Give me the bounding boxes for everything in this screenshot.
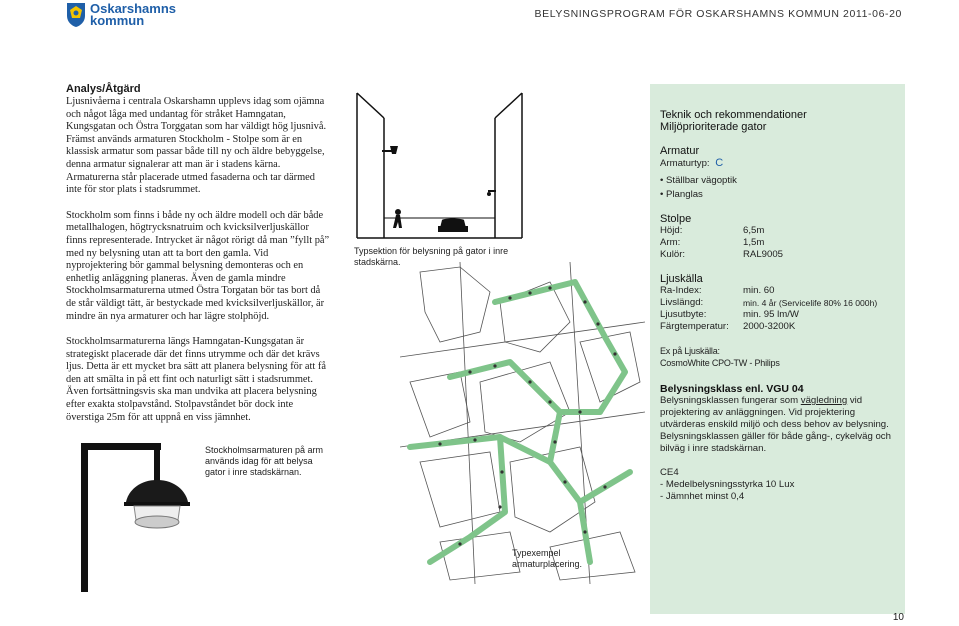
analysis-paragraph-3: Stockholmsarmaturerna längs Hamngatan-Kungsgatan är strategiskt placerade där det finns utrymme och där det krävs ljus. Detta är ett mycket bra sätt att planera belysning för att få den att smälta in på ett fint och naturligt sätt i stadsrummet. Även fortsättningsvis ska man undvika att placera belysning efter exakta stolpavstånd. Stolpavståndet bör dock inte överstiga 25m för att uppnå en viss jämnhet. bbox=[66, 336, 326, 423]
bullet-item: • Ställbar vägoptik bbox=[660, 175, 737, 186]
document-title: BELYSNINGSPROGRAM FÖR OSKARSHAMNS KOMMUN 2011-06-20 bbox=[534, 8, 902, 20]
spec-row: Färgtemperatur: 2000-3200K bbox=[660, 321, 796, 332]
stolpe-specs bbox=[660, 225, 900, 261]
ce-item: - Medelbelysningsstyrka 10 Lux bbox=[660, 479, 795, 490]
panel-title-2: Miljöprioriterade gator bbox=[660, 121, 767, 133]
panel-title-1: Teknik och rekommendationer bbox=[660, 109, 807, 121]
armatur-bullets bbox=[660, 175, 900, 201]
class-description: Belysningsklassen fungerar som vägledning vid projektering av anläggningen. Vid projektering utvärderas enskild miljö och dess behov av belysning. Belysningsklassen gäller för både gång-, cykelväg och bilväg i inre stadskärnan. bbox=[660, 395, 891, 454]
spec-row: Livslängd: min. 4 år (Servicelife 80% 16 000h) bbox=[660, 297, 878, 308]
example-light-source bbox=[660, 345, 900, 369]
example-value: CosmoWhite CPO-TW - Philips bbox=[660, 358, 780, 368]
stockholm-luminaire-image bbox=[78, 440, 198, 592]
analysis-paragraph-2: Stockholm som finns i både ny och äldre modell och där både metallhalogen, högtrycksnatruim och kvicksilverljuskällor finns representerade. Intrycket är något rörigt då man ”fyllt på” med ny belysning utan att ta bort den gamla. Vid nyprojektering bör gammal belysning demonteras och en enhetlig anläggning planeras. Även de gamla mindre Stockholmsarmaturerna utmed Östra Torgatan bör tas bort då de står väldigt tätt, är bestyckade med kvicksilverljuskällor, är mindre än nya armaturer och har lägre stolphöjd. bbox=[66, 209, 330, 322]
street-section-drawing bbox=[352, 88, 532, 243]
spec-row: Höjd: 6,5m bbox=[660, 225, 765, 236]
recommendations-panel bbox=[650, 84, 905, 614]
armatur-heading: Armatur bbox=[660, 145, 700, 157]
class-heading: Belysningsklass enl. VGU 04 bbox=[660, 383, 804, 395]
analysis-heading: Analys/Åtgärd bbox=[66, 83, 141, 95]
guidance-underlined: vägledning bbox=[800, 395, 848, 406]
example-label: Ex på Ljuskälla: bbox=[660, 346, 720, 356]
ce-item: - Jämnhet minst 0,4 bbox=[660, 491, 745, 502]
ce-class bbox=[660, 467, 900, 503]
logo-text: Oskarshamns kommun bbox=[90, 1, 176, 28]
armaturtyp-label: Armaturtyp: bbox=[660, 158, 710, 169]
ljuskalla-heading: Ljuskälla bbox=[660, 273, 703, 285]
lamp-caption: Stockholmsarmaturen på arm används idag för att belysa gator i inre stadskärnan. bbox=[205, 445, 324, 477]
spec-row: Kulör: RAL9005 bbox=[660, 249, 784, 260]
spec-row: Ra-Index: min. 60 bbox=[660, 285, 775, 296]
bullet-item: • Planglas bbox=[660, 189, 703, 200]
armaturtyp-row bbox=[660, 157, 900, 170]
section-caption: Typsektion för belysning på gator i inre stadskärna. bbox=[354, 246, 509, 267]
stolpe-heading: Stolpe bbox=[660, 213, 692, 225]
page-number: 10 bbox=[892, 612, 904, 623]
coat-of-arms-icon bbox=[66, 2, 86, 28]
ljuskalla-specs bbox=[660, 285, 900, 333]
lighting-placement-map bbox=[400, 262, 645, 584]
spec-row: Ljusutbyte: min. 95 lm/W bbox=[660, 309, 799, 320]
analysis-section bbox=[66, 83, 332, 424]
municipality-logo bbox=[66, 2, 206, 28]
spec-row: Arm: 1,5m bbox=[660, 237, 765, 248]
armaturtyp-value: C bbox=[715, 157, 724, 169]
ce-label: CE4 bbox=[660, 467, 679, 478]
analysis-paragraph-1: Ljusnivåerna i centrala Oskarshamn upplevs idag som ojämna och något låga med undantag för stråket Hamngatan, Kungsgatan och Östra Torggatan som har väldigt hög ljusnivå. Främst används armaturen Stockholm - Stolpe som är en klassisk armatur som passar både till ny och äldre bebyggelse, denna armatur signalerar att man är i stadens kärna. Armaturerna står placerade utmed fasaderna och tar därmed inte för stor plats i stadsrummet. bbox=[66, 96, 327, 196]
map-caption: Typexempel armaturplacering. bbox=[512, 548, 583, 569]
